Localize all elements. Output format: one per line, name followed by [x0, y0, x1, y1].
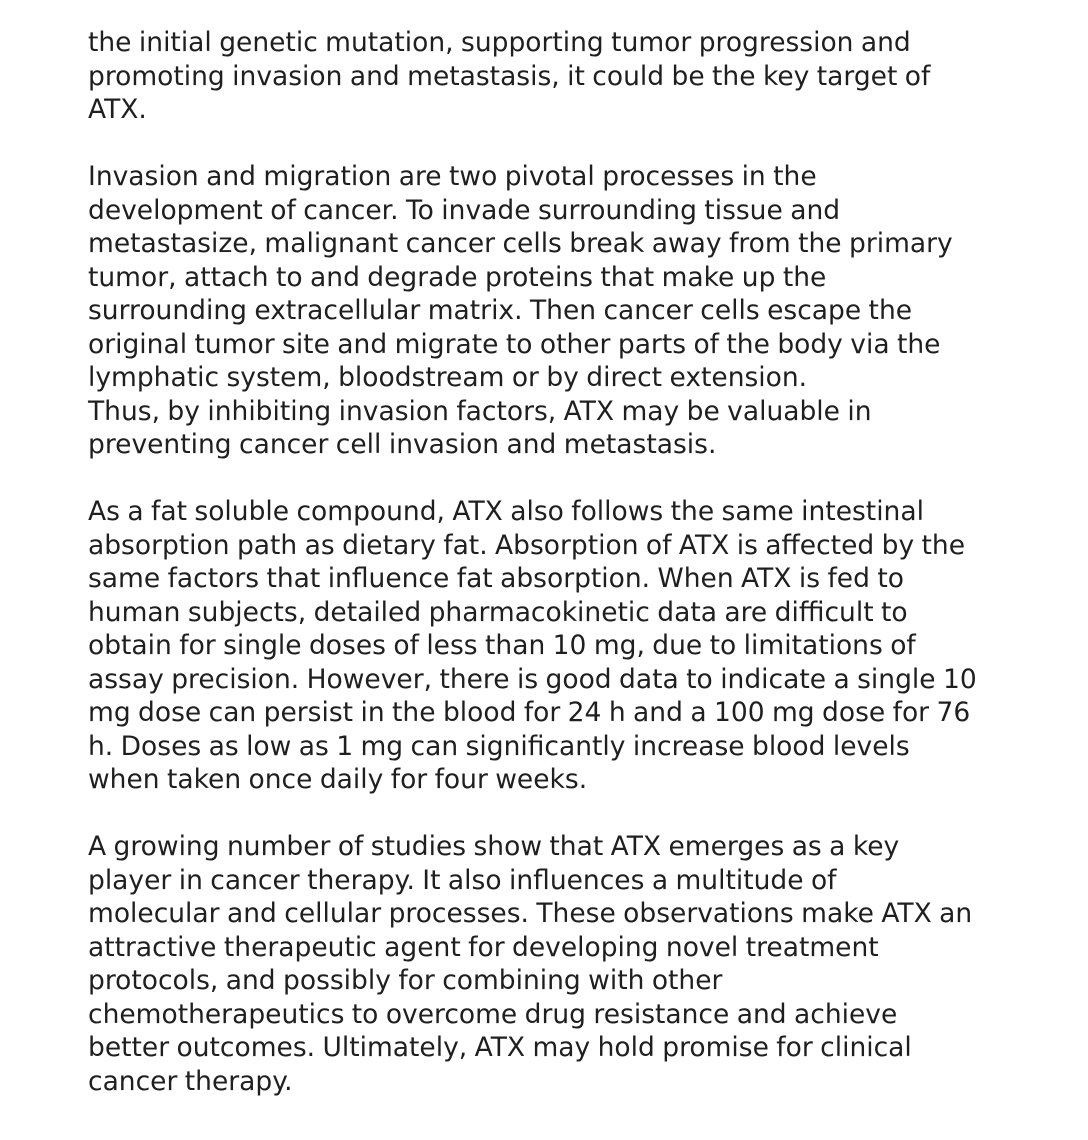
text-line: cancer therapy. [88, 1065, 293, 1097]
text-line: protocols, and possibly for combining with other [88, 965, 723, 996]
text-line: surrounding extracellular matrix. Then cancer cells escape the [88, 295, 913, 326]
document-body [88, 26, 1048, 1132]
text-line: ATX. [88, 94, 147, 125]
text-line: obtain for single doses of less than 10 mg, due to limitations of [88, 630, 916, 661]
paragraph-absorption [88, 495, 1048, 797]
text-line: development of cancer. To invade surrounding tissue and [88, 194, 841, 226]
text-line: molecular and cellular processes. These observations make ATX an [88, 898, 973, 929]
text-line: Thus, by inhibiting invasion factors, ATX may be valuable in [88, 395, 872, 427]
text-line: original tumor site and migrate to other parts of the body via the [88, 328, 941, 360]
text-line: preventing cancer cell invasion and metastasis. [88, 429, 717, 460]
text-line: h. Doses as low as 1 mg can significantly increase blood levels [88, 730, 910, 762]
text-line: A growing number of studies show that ATX emerges as a key [88, 831, 900, 862]
text-line: when taken once daily for four weeks. [88, 764, 588, 795]
text-line: promoting invasion and metastasis, it could be the key target of [88, 60, 931, 92]
text-line: human subjects, detailed pharmacokinetic data are difficult to [88, 596, 908, 628]
text-line: mg dose can persist in the blood for 24 h and a 100 mg dose for 76 [88, 697, 971, 728]
text-line: player in cancer therapy. It also influences a multitude of [88, 864, 837, 896]
paragraph-atx-target [88, 26, 1048, 127]
text-line: assay precision. However, there is good data to indicate a single 10 [88, 663, 977, 695]
paragraph-invasion-migration [88, 160, 1048, 462]
text-line: lymphatic system, bloodstream or by direct extension. [88, 362, 808, 393]
text-line: same factors that influence fat absorption. When ATX is fed to [88, 563, 904, 594]
text-line: better outcomes. Ultimately, ATX may hold promise for clinical [88, 1032, 912, 1063]
text-line: As a fat soluble compound, ATX also follows the same intestinal [88, 496, 924, 527]
text-line: chemotherapeutics to overcome drug resistance and achieve [88, 998, 898, 1030]
text-line: attractive therapeutic agent for developing novel treatment [88, 931, 879, 963]
text-line: tumor, attach to and degrade proteins that make up the [88, 261, 827, 293]
text-line: absorption path as dietary fat. Absorption of ATX is affected by the [88, 529, 966, 561]
text-line: the initial genetic mutation, supporting tumor progression and [88, 27, 911, 58]
text-line: metastasize, malignant cancer cells break away from the primary [88, 228, 953, 259]
text-line: Invasion and migration are two pivotal processes in the [88, 161, 817, 192]
paragraph-cancer-therapy [88, 830, 1048, 1098]
